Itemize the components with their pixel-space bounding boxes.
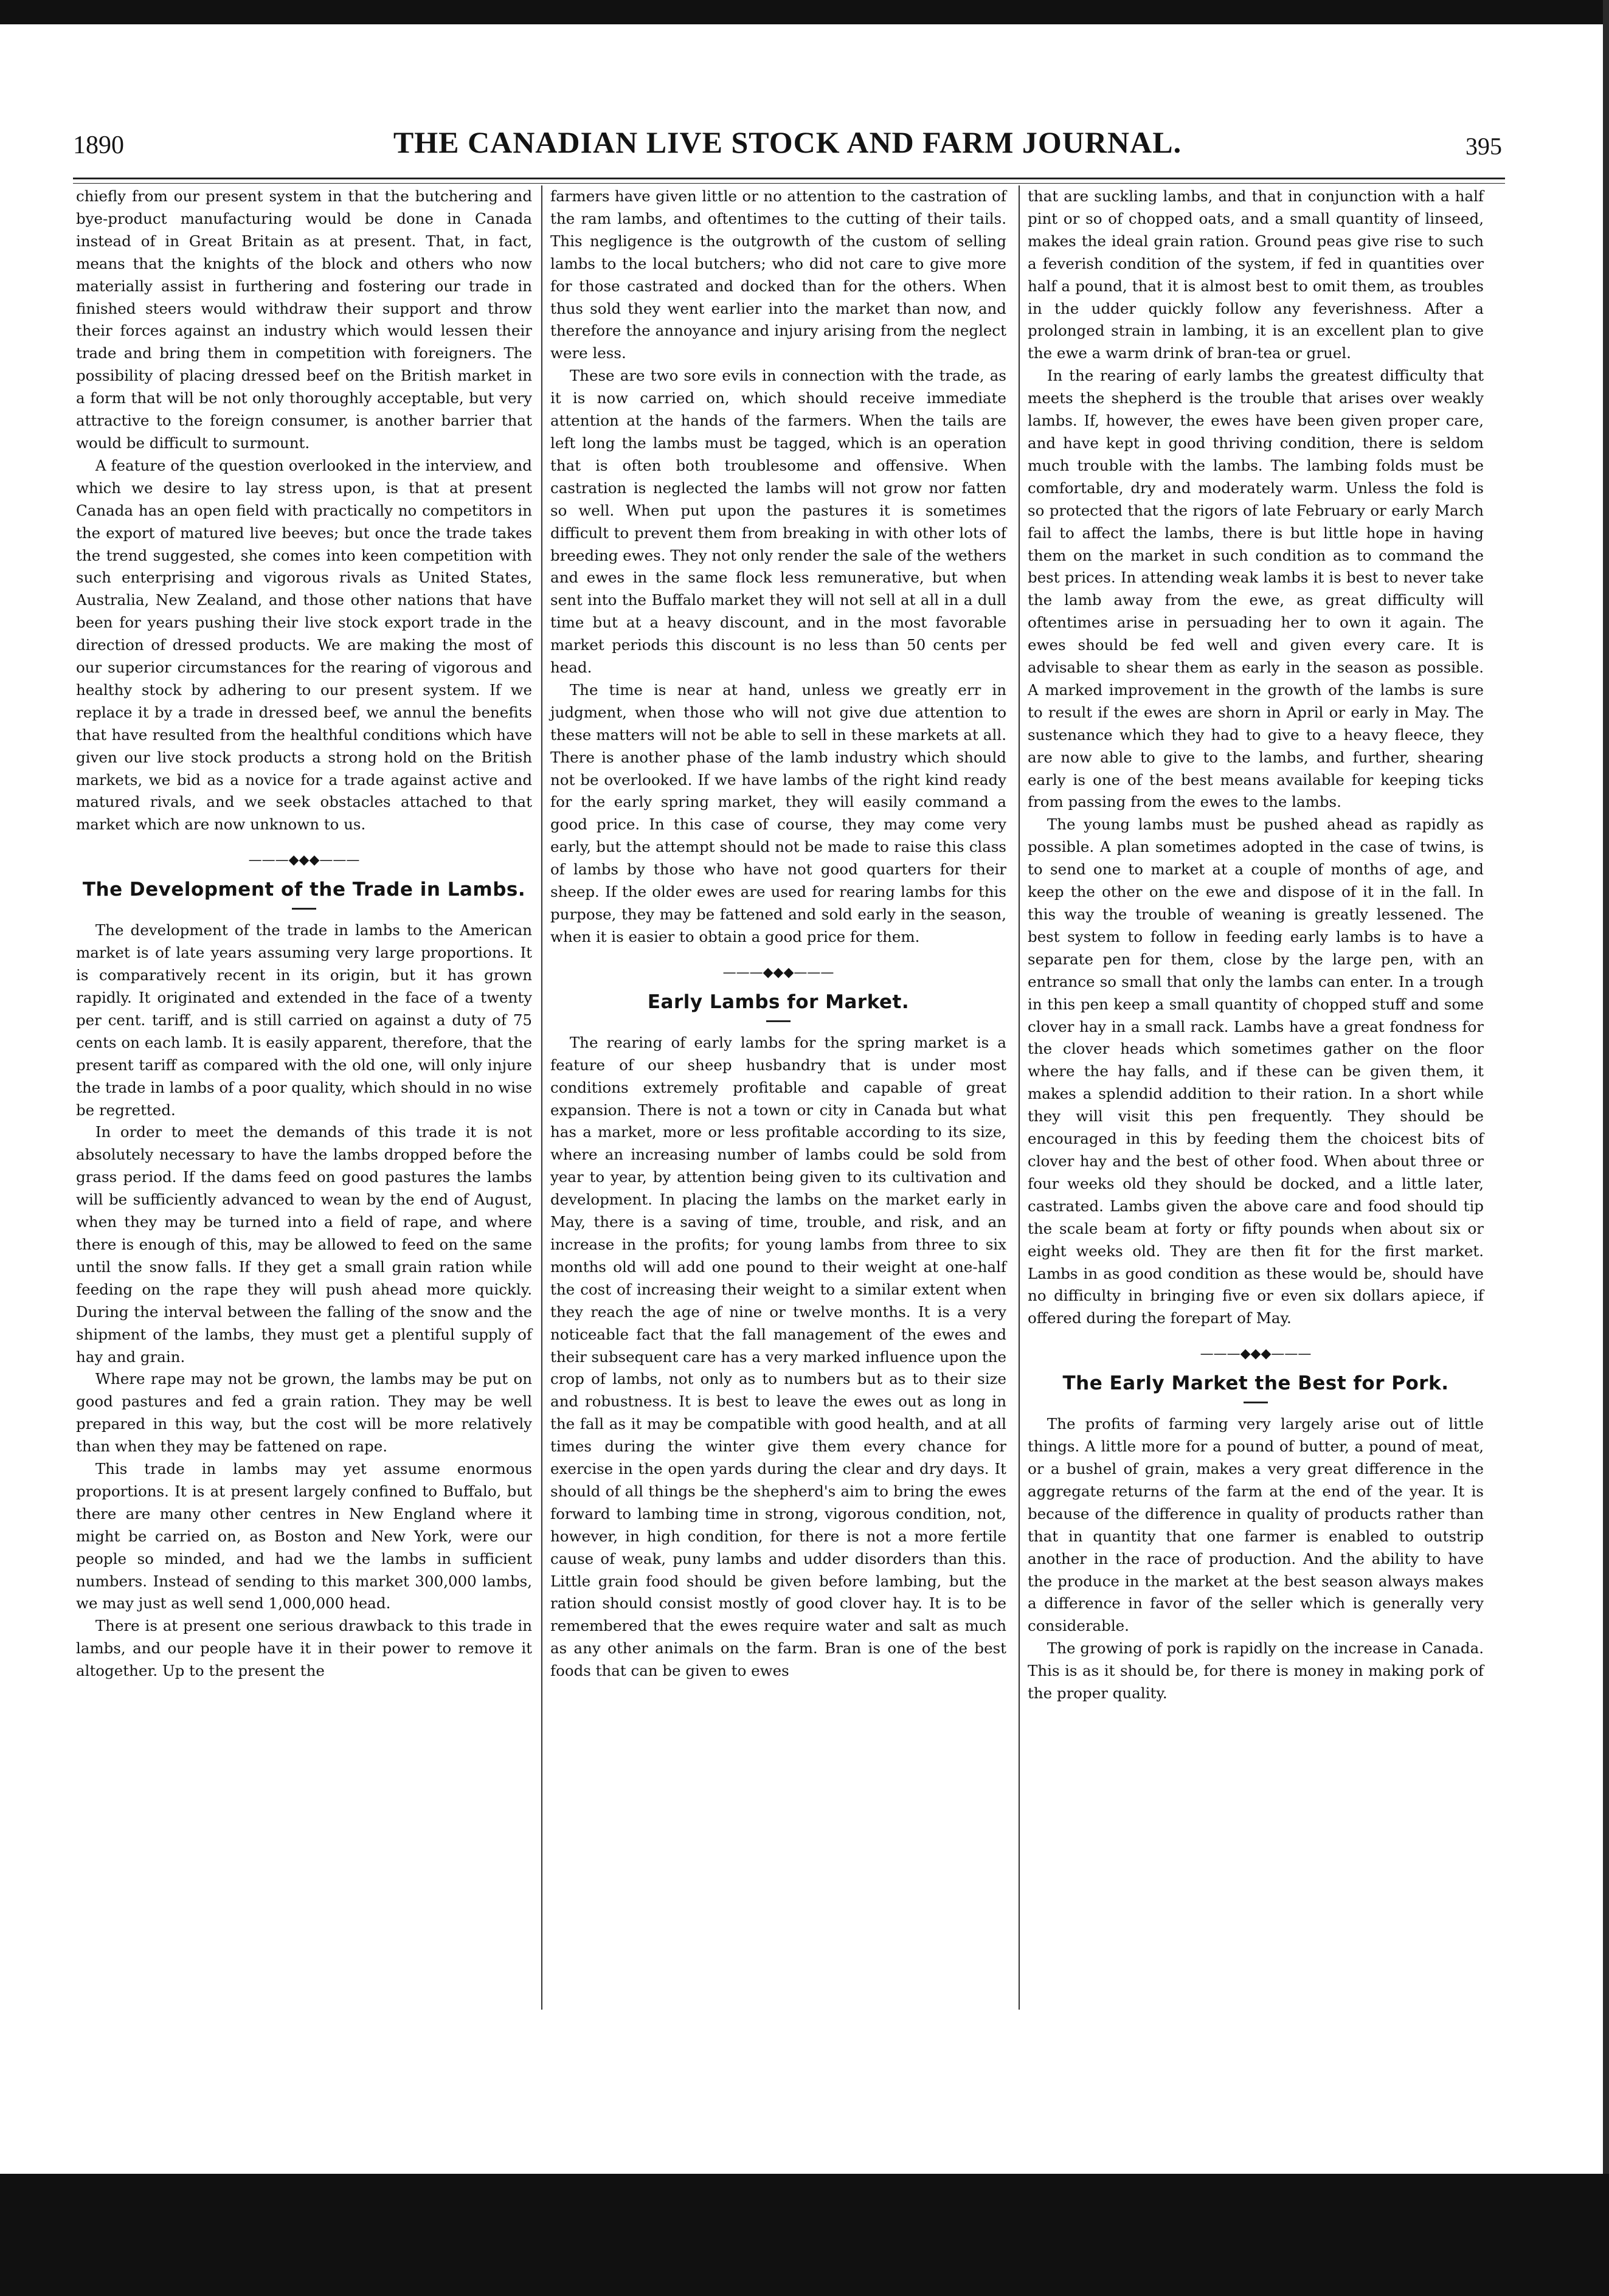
paragraph: The rearing of early lambs for the spring market is a feature of our sheep husbandry that is under most conditions extremely profitable and capable of great expansion. There is not a town or city in Canada but what has a market, more or less profitable according to its size, where an increasing number of lambs could be sold from year to year, by attention being given to its cultivation and development. In placing the lambs on the market early in May, there is a saving of time, trouble, and risk, and an increase in the profits; for young lambs from three to six months old will add one pound to their weight at one-half the cost of increasing their weight to a similar extent when they reach the age of nine or twelve months. It is a very noticeable fact that the fall management of the ewes and their subsequent care has a very marked influence upon the crop of lambs, not only as to numbers but as to their size and robustness. It is best to leave the ewes out as long in the fall as it may be compatible with good health, and at all times during the winter give them every chance for exercise in the open yards during the clear and dry days. It should of all things be the shepherd's aim to bring the ewes forward to lambing time in strong, vigorous condition, not, however, in high condition, for there is not a more fertile cause of weak, puny lambs and udder disorders than this. Little grain food should be given before lambing, but the ration should consist mostly of good clover hay. It is to be remembered that the ewes require water and salt as much as any other animals on the farm. Bran is one of the best foods that can be given to ewes [550,1033,1006,1680]
heading-rule [766,1020,791,1022]
header-year: 1890 [73,131,124,159]
paragraph: These are two sore evils in connection with the trade, as it is now carried on, which should receive immediate attention at the hands of the farmers. When the tails are left long the lambs must be tagged, which is an operation that is often both troublesome and offensive. When castration is neglected the lambs will not grow nor fatten so well. When put upon the pastures it is sometimes difficult to prevent them from breaking in with other lots of breeding ewes. They not only render the sale of the wethers and ewes in the same flock less remunerative, but when sent into the Buffalo market they will not sell at all in a dull time but at a heavy discount, and in the most favorable market periods this discount is no less than 50 cents per head. [550,367,1006,677]
paragraph: chiefly from our present system in that the butchering and bye-product manufacturing would be done in Canada instead of in Great Britain as at present. That, in fact, means that the knights of the block and others who now materially assist in furthering and fostering our trade in finished steers would withdraw their support and throw their forces against an industry which would lessen their trade and bring them in competition with foreigners. The possibility of placing dressed beef on the British market in a form that will be not only thoroughly acceptable, but very attractive to the foreign consumer, is another barrier that would be difficult to surmount. [76,187,532,452]
page-number: 395 [1465,133,1502,160]
scan-top-border [0,0,1609,24]
paragraph: Where rape may not be grown, the lambs may be put on good pastures and fed a grain ration. They may be well prepared in this way, but the cost will be more relatively than when they may be fattened on rape. [76,1370,532,1456]
paragraph: that are suckling lambs, and that in conjunction with a half pint or so of chopped oats, and a small quantity of linseed, makes the ideal grain ration. Ground peas give rise to such a feverish condition of the system, if fed in quantities over half a pound, that it is almost best to omit them, as troubles in the udder quickly follow any feverishness. After a prolonged strain in lambing, it is an excellent plan to give the ewe a warm drink of bran-tea or gruel. [1028,187,1484,362]
column-2 [550,185,1006,1682]
scan-bottom-border [0,2174,1609,2296]
article-heading-market-pork: The Early Market the Best for Pork. [1062,1372,1449,1395]
paragraph: The growing of pork is rapidly on the increase in Canada. This is as it should be, for there is money in making pork of the proper quality. [1028,1639,1484,1703]
section-ornament: ———◆◆◆——— [1200,1346,1312,1362]
column-1 [76,185,532,1682]
column-3 [1028,185,1484,1705]
article-heading-early-lambs: Early Lambs for Market. [647,991,910,1013]
paragraph: This trade in lambs may yet assume enormous proportions. It is at present largely confined to Buffalo, but there are many other centres in New England where it might be carried on, as Boston and New York, were our people so minded, and had we the lambs in sufficient numbers. Instead of sending to this market 300,000 lambs, we may just as well send 1,000,000 head. [76,1460,532,1613]
header-rule [73,178,1505,184]
journal-title: THE CANADIAN LIVE STOCK AND FARM JOURNAL. [393,125,1182,159]
article-heading-trade-in-lambs: The Development of the Trade in Lambs. [82,879,526,901]
heading-rule [292,908,316,910]
paragraph: The young lambs must be pushed ahead as rapidly as possible. A plan sometimes adopted in the case of twins, is to send one to market at a couple of months of age, and keep the other on the ewe and dispose of it in the fall. In this way the trouble of weaning is greatly lessened. The best system to follow in feeding early lambs is to have a separate pen for them, close by the large pen, with an entrance so small that only the lambs can enter. In a trough in this pen keep a small quantity of chopped stuff and some clover hay in a small rack. Lambs have a great fondness for the clover heads which sometimes gather on the floor where the hay falls, and if these can be given them, it makes a splendid addition to their ration. In a short while they will visit this pen frequently. They should be encouraged in this by feeding them the choicest bits of clover hay and the best of other food. When about three or four weeks old they should be docked, and a little later, castrated. Lambs given the above care and food should tip the scale beam at forty or fifty pounds when about six or eight weeks old. They are then fit for the first market. Lambs in as good condition as these would be, should have no difficulty in bringing five or even six dollars apiece, if offered during the forepart of May. [1028,815,1484,1327]
page-header [73,125,1502,176]
heading-rule [1244,1402,1268,1403]
paragraph: In the rearing of early lambs the greatest difficulty that meets the shepherd is the trouble that arises over weakly lambs. If, however, the ewes have been given proper care, and have kept in good thriving condition, there is seldom much trouble with the lambs. The lambing folds must be comfortable, dry and moderately warm. Unless the fold is so protected that the rigors of late February or early March fail to affect the lambs, there is but little hope in having them on the market in such condition as to command the best prices. In attending weak lambs it is best to never take the lamb away from the ewe, as great difficulty will oftentimes arise in persuading her to own it again. The ewes should be fed well and given every care. It is advisable to shear them as early in the season as possible. A marked improvement in the growth of the lambs is sure to result if the ewes are shorn in April or early in May. The sustenance which they had to give to a heavy fleece, they are now able to give to the lambs, and further, shearing early is one of the best means available for keeping ticks from passing from the ewes to the lambs. [1028,367,1484,811]
paragraph: There is at present one serious drawback to this trade in lambs, and our people have it in their power to remove it altogether. Up to the present the [76,1617,532,1680]
paragraph: The profits of farming very largely arise out of little things. A little more for a pound of butter, a pound of meat, or a bushel of grain, makes a very great difference in the aggregate returns of the farm at the end of the year. It is because of the difference in quality of products rather than that in quantity that one farmer is enabled to outstrip another in the race of production. And the ability to have the produce in the market at the best season always makes a difference in favor of the seller which is generally very considerable. [1028,1415,1484,1635]
scan-right-edge [1603,0,1609,2296]
paragraph: farmers have given little or no attention to the castration of the ram lambs, and oftentimes to the cutting of their tails. This negligence is the outgrowth of the custom of selling lambs to the local butchers; who did not care to give more for those castrated and docked than for the others. When thus sold they went earlier into the market than now, and therefore the annoyance and injury arising from the neglect were less. [550,187,1006,362]
paragraph: A feature of the question overlooked in the interview, and which we desire to lay stress upon, is that at present Canada has an open field with practically no competitors in the export of matured live beeves; but once the trade takes the trend suggested, she comes into keen competition with such enterprising and vigorous rivals as United States, Australia, New Zealand, and those other nations that have been for years pushing their live stock export trade in the direction of dressed products. We are making the most of our superior circumstances for the rearing of vigorous and healthy stock by adhering to our present system. If we replace it by a trade in dressed beef, we annul the benefits that have resulted from the healthful conditions which have given our live stock products a strong hold on the British markets, we bid as a novice for a trade against active and matured rivals, and we seek obstacles attached to that market which are now unknown to us. [76,456,532,834]
paragraph: The development of the trade in lambs to the American market is of late years assuming very large proportions. It is comparatively recent in its origin, but it has grown rapidly. It originated and extended in the face of a twenty per cent. tariff, and is still carried on against a duty of 75 cents on each lamb. It is easily apparent, therefore, that the present tariff as compared with the old one, will only injure the trade in lambs of a poor quality, which should in no wise be regretted. [76,921,532,1119]
section-ornament: ———◆◆◆——— [722,964,834,980]
section-ornament: ———◆◆◆——— [248,852,360,868]
paragraph: In order to meet the demands of this trade it is not absolutely necessary to have the lambs dropped before the grass period. If the dams feed on good pastures the lambs will be sufficiently advanced to wean by the end of August, when they may be turned into a field of rape, and where there is enough of this, may be allowed to feed on the same until the snow falls. If they get a small grain ration while feeding on the rape they will push ahead more quickly. During the interval between the falling of the snow and the shipment of the lambs, they must get a plentiful supply of hay and grain. [76,1123,532,1366]
column-divider [541,185,542,2010]
column-divider [1019,185,1020,2010]
paragraph: The time is near at hand, unless we greatly err in judgment, when those who will not give due attention to these matters will not be able to sell in these markets at all. There is another phase of the lamb industry which should not be overlooked. If we have lambs of the right kind ready for the early spring market, they will easily command a good price. In this case of course, they may come very early, but the attempt should not be made to raise this class of lambs by those who have not good quarters for their sheep. If the older ewes are used for rearing lambs for this purpose, they may be fattened and sold early in the season, when it is easier to obtain a good price for them. [550,680,1006,946]
